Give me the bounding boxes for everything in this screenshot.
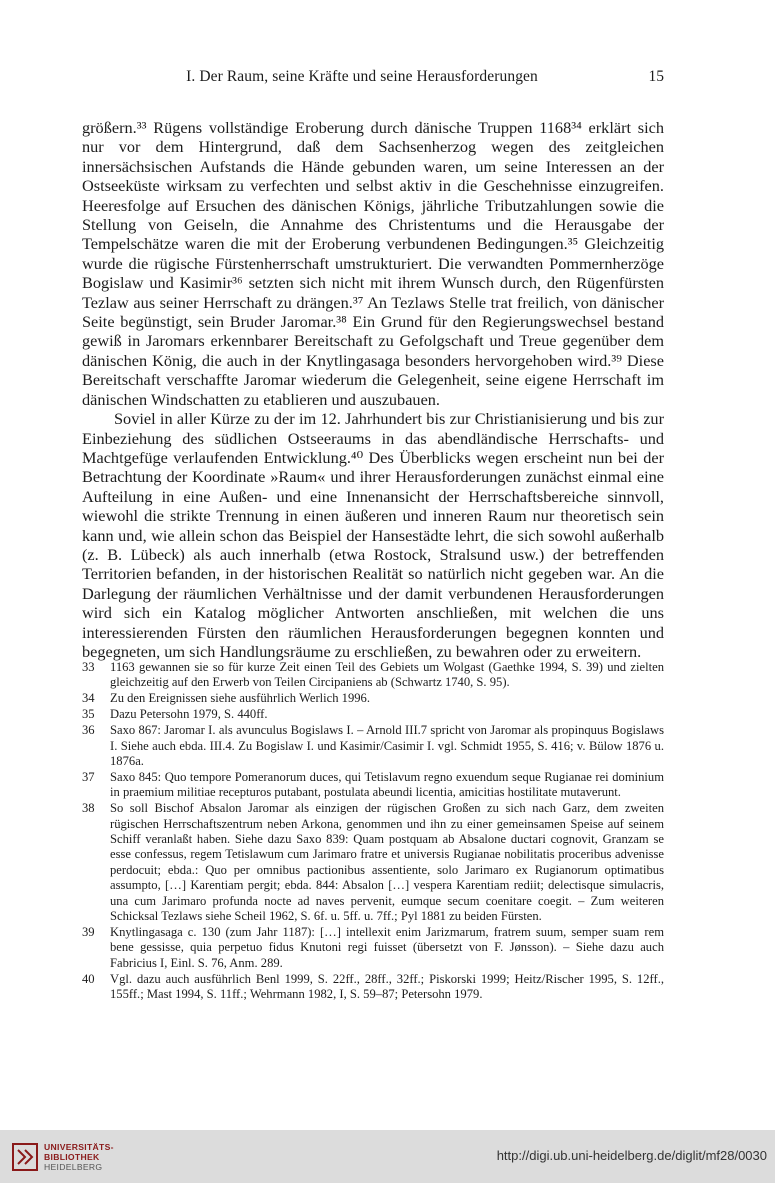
footnote-number: 33 [82, 660, 95, 674]
footnotes [82, 660, 664, 1003]
footnote-text: Zu den Ereignissen siehe ausführlich Werlich 1996. [110, 691, 371, 706]
footnote-text: Knytlingasaga c. 130 (zum Jahr 1187): […] intellexit enim Jarizmarum, fratrem suum, semper suam rem bene gessisse, quia perpetuo fidus Knutoni regi fuisset (übersetzt von F. Jønsson). – Siehe dazu auch Fabricius I, Einl. S. 76, Anm. 289. [110, 924, 664, 970]
running-header [82, 68, 664, 90]
page-number: 15 [648, 68, 664, 85]
footnote-number: 35 [82, 707, 95, 722]
footnote [82, 925, 664, 971]
footnote-number: 39 [82, 924, 95, 939]
footnote-number: 40 [82, 971, 95, 986]
footnote [82, 770, 664, 801]
library-logo-text [44, 1142, 114, 1172]
footnote-text: So soll Bischof Absalon Jaromar als einzigen der rügischen Großen zu sich nach Garz, dem zweiten rügischen Herrschaftszentrum neben Arkona, genommen und ihn zu einer gemeinsamen Speise auf seinem Schiff veranlaßt haben. Siehe dazu Saxo 839: Quam postquam ab Absalone ductari cognovit, Granzam se esse confessus, regem Tetislawum cum Jarimaro fratre et universis Rugianae nobilitatis proceribus advenisse perdocuit; ebda.: Quo per omnibus pactionibus assentiente, solo Jarimaro ex Rugianorum optimatibus assumpto, […] Karentiam pergit; ebda. 844: Absalon […] vespera Karentiam rediit; delectisque simulacris, una cum Jarimaro profunda nocte ad naves pervenit, eumque secum coenitare coegit. – Zum weiteren Schicksal Tezlaws siehe Scheil 1962, S. 6f. u. 5ff. u. 7ff.; Pyl 1881 zu beiden Fürsten. [110, 801, 664, 923]
footnote-number: 37 [82, 769, 95, 784]
library-logo-icon [10, 1140, 40, 1174]
paragraph: größern.³³ Rügens vollständige Eroberung durch dänische Truppen 1168³⁴ erklärt sich nur vor dem Hintergrund, daß dem Sachsenherzog wegen des zeitgleichen innersächsischen Aufstands die Hände gebunden waren, um seine Interessen an der Ostseeküste wirksam zu verfechten und selbst aktiv in die Geschehnisse einzugreifen. Heeresfolge auf Ersuchen des dänischen Königs, jährliche Tributzahlungen sowie die Stellung von Geiseln, die Annahme des Christentums und die Herausgabe der Tempelschätze waren die mit der Eroberung verbundenen Bedingungen.³⁵ Gleichzeitig wurde die rügische Fürstenherrschaft umstrukturiert. Die verwandten Pommernherzöge Bogislaw und Kasimir³⁶ setzten sich nicht mit ihrem Wunsch durch, den Rügenfürsten Tezlaw aus seiner Herrschaft zu drängen.³⁷ An Tezlaws Stelle trat freilich, von dänischer Seite begünstigt, sein Bruder Jaromar.³⁸ Ein Grund für den Regierungswechsel bestand gewiß in Jaromars erkennbarer Bereitschaft zu Gefolgschaft und Treue gegenüber dem dänischen König, die auch in der Knytlingasaga besonders hervorgehoben wird.³⁹ Diese Bereitschaft verschaffte Jaromar wiederum die Gelegenheit, seine eigene Herrschaft im dänischen Windschatten zu etablieren und auszubauen. [82, 118, 664, 409]
footnote-text: Vgl. dazu auch ausführlich Benl 1999, S. 22ff., 28ff., 32ff.; Piskorski 1999; Heitz/Rischer 1995, S. 12ff., 155ff.; Mast 1994, S. 11ff.; Wehrmann 1982, I, S. 59–87; Petersohn 1979. [110, 971, 664, 1002]
footnote [82, 707, 664, 722]
paragraph: Soviel in aller Kürze zu der im 12. Jahrhundert bis zur Christianisierung und bis zur Einbeziehung des südlichen Ostseeraums in das abendländische Herrschafts- und Machtgefüge verlaufenden Entwicklung.⁴⁰ Des Überblicks wegen erscheint nun bei der Betrachtung der Koordinate »Raum« und ihrer Herausforderungen zunächst einmal eine Aufteilung in eine Außen- und eine Innenansicht der Herrschaftsbereiche sinnvoll, wiewohl die strikte Trennung in einen äußeren und inneren Raum nur theoretisch sein kann und, wie allein schon das Beispiel der Hansestädte lehrt, die sich sowohl außerhalb (z. B. Lübeck) als auch innerhalb (etwa Rostock, Stralsund usw.) der betreffenden Territorien befanden, in der historischen Realität so natürlich nicht gegeben war. An die Darlegung der räumlichen Verhältnisse und der damit verbundenen Herausforderungen wird sich ein Katalog möglicher Antworten anschließen, mit welchen die uns interessierenden Fürsten den räumlichen Herausforderungen begegnen konnten und begegneten, um sich Handlungsräume zu erschließen, zu bewahren oder zu erweitern. [82, 409, 664, 661]
footnote [82, 660, 664, 691]
footnote [82, 723, 664, 769]
body-text [82, 118, 664, 661]
footnote-text: Saxo 845: Quo tempore Pomeranorum duces, qui Tetislavum regno exuendum seque Rugianae rei dominium in praemium militiae recepturos putabant, postulata abeundi licentia, amicitias hostilitate mutaverunt. [110, 769, 664, 800]
footnote-text: Saxo 867: Jaromar I. als avunculus Bogislaws I. – Arnold III.7 spricht von Jaromar als propinquus Bogislaws I. Siehe auch ebda. III.4. Zu Bogislaw I. und Kasimir/Casimir I. vgl. Schmidt 1955, S. 416; v. Bülow 1876 u. 1876a. [110, 723, 664, 768]
footnote-number: 38 [82, 801, 95, 816]
logo-line: UNIVERSITÄTS- [44, 1142, 114, 1152]
footnote [82, 691, 664, 706]
logo-line: HEIDELBERG [44, 1162, 103, 1172]
footnote [82, 801, 664, 924]
logo-line: BIBLIOTHEK [44, 1152, 100, 1162]
permalink-url[interactable]: http://digi.ub.uni-heidelberg.de/diglit/mf28/0030 [496, 1148, 767, 1163]
footnote [82, 972, 664, 1003]
footer-bar [0, 1130, 775, 1183]
chapter-title: I. Der Raum, seine Kräfte und seine Herausforderungen [186, 68, 538, 85]
footnote-text: 1163 gewannen sie so für kurze Zeit einen Teil des Gebiets um Wolgast (Gaethke 1994, S. 39) und zielten gleichzeitig auf den Erwerb von Teilen Circipaniens ab (Schwartz 1740, S. 95). [110, 660, 664, 690]
footnote-text: Dazu Petersohn 1979, S. 440ff. [110, 707, 268, 722]
footnote-number: 36 [82, 723, 95, 738]
footnote-number: 34 [82, 691, 95, 706]
